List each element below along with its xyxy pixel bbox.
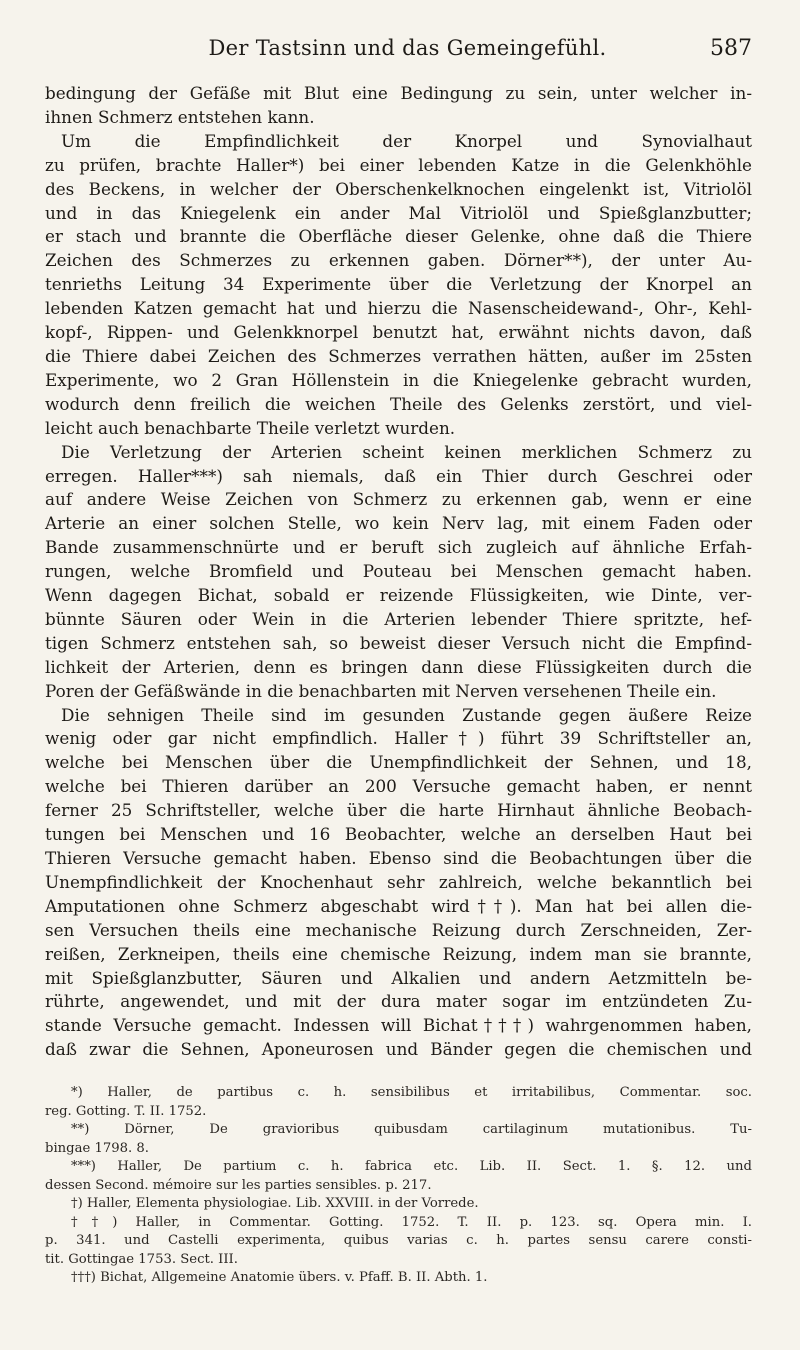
footnotes [45,1084,752,1288]
body-line: und in das Kniegelenk ein ander Mal Vitriolöl und Spießglanzbutter; [45,202,752,223]
running-head [45,36,752,72]
body-line: rungen, welche Bromfield und Pouteau bei Menschen gemacht haben. [45,561,752,582]
footnote-line: tit. Gottingae 1753. Sect. III. [45,1251,238,1267]
footnote-line: ***) Haller, De partium c. h. fabrica etc. Lib. II. Sect. 1. §. 12. und [71,1159,752,1175]
footnote-line: *) Haller, de partibus c. h. sensibilibus et irritabilibus, Commentar. soc. [71,1085,752,1101]
footnote-line: dessen Second. mémoire sur les parties sensibles. p. 217. [45,1177,432,1193]
body-line: wenig oder gar nicht empfindlich. Haller†) führt 39 Schriftsteller an, [45,728,752,749]
body-line: stande Versuche gemacht. Indessen will Bichat†††) wahrgenommen haben, [45,1015,752,1036]
body-line: daß zwar die Sehnen, Aponeurosen und Bänder gegen die chemischen und [45,1039,752,1060]
footnote-line: p. 341. und Castelli experimenta, quibus varias c. h. partes sensu carere consti- [45,1233,752,1249]
body-text [45,82,752,1062]
page-number: 587 [710,36,752,61]
footnote-line: bingae 1798. 8. [45,1140,149,1156]
body-line: Unempfindlichkeit der Knochenhaut sehr zahlreich, welche bekanntlich bei [45,871,752,892]
body-line: kopf-, Rippen- und Gelenkknorpel benutzt hat, erwähnt nichts davon, daß [45,322,752,343]
body-line: rührte, angewendet, und mit der dura mater sogar im entzündeten Zu- [45,991,752,1012]
footnote-line: †††) Bichat, Allgemeine Anatomie übers. v. Pfaff. B. II. Abth. 1. [71,1270,488,1286]
body-line: zu prüfen, brachte Haller*) bei einer lebenden Katze in die Gelenkhöhle [45,154,752,175]
body-line: bedingung der Gefäße mit Blut eine Bedingung zu sein, unter welcher in- [45,83,752,103]
body-line: Um die Empfindlichkeit der Knorpel und Synovialhaut [61,130,752,151]
body-line: ihnen Schmerz entstehen kann. [45,106,315,127]
body-line: reißen, Zerkneipen, theils eine chemische Reizung, indem man sie brannte, [45,943,752,964]
body-line: welche bei Menschen über die Unempfindlichkeit der Sehnen, und 18, [45,752,752,773]
body-line: Experimente, wo 2 Gran Höllenstein in die Kniegelenke gebracht wurden, [45,369,752,390]
body-line: Bande zusammenschnürte und er beruft sich zugleich auf ähnliche Erfah- [45,537,752,558]
body-line: Zeichen des Schmerzes zu erkennen gaben. Dörner**), der unter Au- [45,250,752,271]
body-line: Thieren Versuche gemacht haben. Ebenso sind die Beobachtungen über die [45,848,752,868]
body-line: auf andere Weise Zeichen von Schmerz zu erkennen gab, wenn er eine [45,489,752,510]
body-line: leicht auch benachbarte Theile verletzt wurden. [45,417,456,438]
body-line: sen Versuchen theils eine mechanische Reizung durch Zerschneiden, Zer- [45,919,752,940]
body-line: ferner 25 Schriftsteller, welche über die harte Hirnhaut ähnliche Beobach- [45,800,752,821]
body-line: Die Verletzung der Arterien scheint keinen merklichen Schmerz zu [61,441,752,462]
body-line: tungen bei Menschen und 16 Beobachter, welche an derselben Haut bei [45,824,752,845]
body-line: lebenden Katzen gemacht hat und hierzu die Nasenscheidewand-, Ohr-, Kehl- [45,298,752,319]
footnote-line: reg. Gotting. T. II. 1752. [45,1103,207,1119]
body-line: bünnte Säuren oder Wein in die Arterien lebender Thiere spritzte, hef- [45,608,752,629]
body-line: des Beckens, in welcher der Oberschenkelknochen eingelenkt ist, Vitriolöl [45,178,752,199]
body-line: tigen Schmerz entstehen sah, so beweist dieser Versuch nicht die Empfind- [45,632,752,653]
footnote-line: ††) Haller, in Commentar. Gotting. 1752. T. II. p. 123. sq. Opera min. I. [71,1214,752,1230]
body-line: tenrieths Leitung 34 Experimente über die Verletzung der Knorpel an [45,274,752,295]
body-line: Die sehnigen Theile sind im gesunden Zustande gegen äußere Reize [61,704,752,725]
body-line: lichkeit der Arterien, denn es bringen dann diese Flüssigkeiten durch die [45,656,752,677]
footnote-line: †) Haller, Elementa physiologiae. Lib. XXVIII. in der Vorrede. [71,1196,479,1212]
body-line: Arterie an einer solchen Stelle, wo kein Nerv lag, mit einem Faden oder [45,513,752,534]
body-line: Wenn dagegen Bichat, sobald er reizende Flüssigkeiten, wie Dinte, ver- [45,585,752,606]
body-line: Amputationen ohne Schmerz abgeschabt wird††). Man hat bei allen die- [45,895,752,916]
body-line: mit Spießglanzbutter, Säuren und Alkalien und andern Aetzmitteln be- [45,967,752,988]
body-line: wodurch denn freilich die weichen Theile des Gelenks zerstört, und viel- [45,393,752,414]
body-line: die Thiere dabei Zeichen des Schmerzes verrathen hätten, außer im 25sten [45,345,752,366]
footnote-line: **) Dörner, De gravioribus quibusdam cartilaginum mutationibus. Tu- [71,1122,752,1138]
body-line: welche bei Thieren darüber an 200 Versuche gemacht haben, er nennt [45,776,752,797]
running-head-title: Der Tastsinn und das Gemeingefühl. [208,36,607,60]
body-line: er stach und brannte die Oberfläche dieser Gelenke, ohne daß die Thiere [45,226,752,247]
body-line: Poren der Gefäßwände in die benachbarten mit Nerven versehenen Theile ein. [45,680,717,701]
body-line: erregen. Haller***) sah niemals, daß ein Thier durch Geschrei oder [45,465,752,486]
